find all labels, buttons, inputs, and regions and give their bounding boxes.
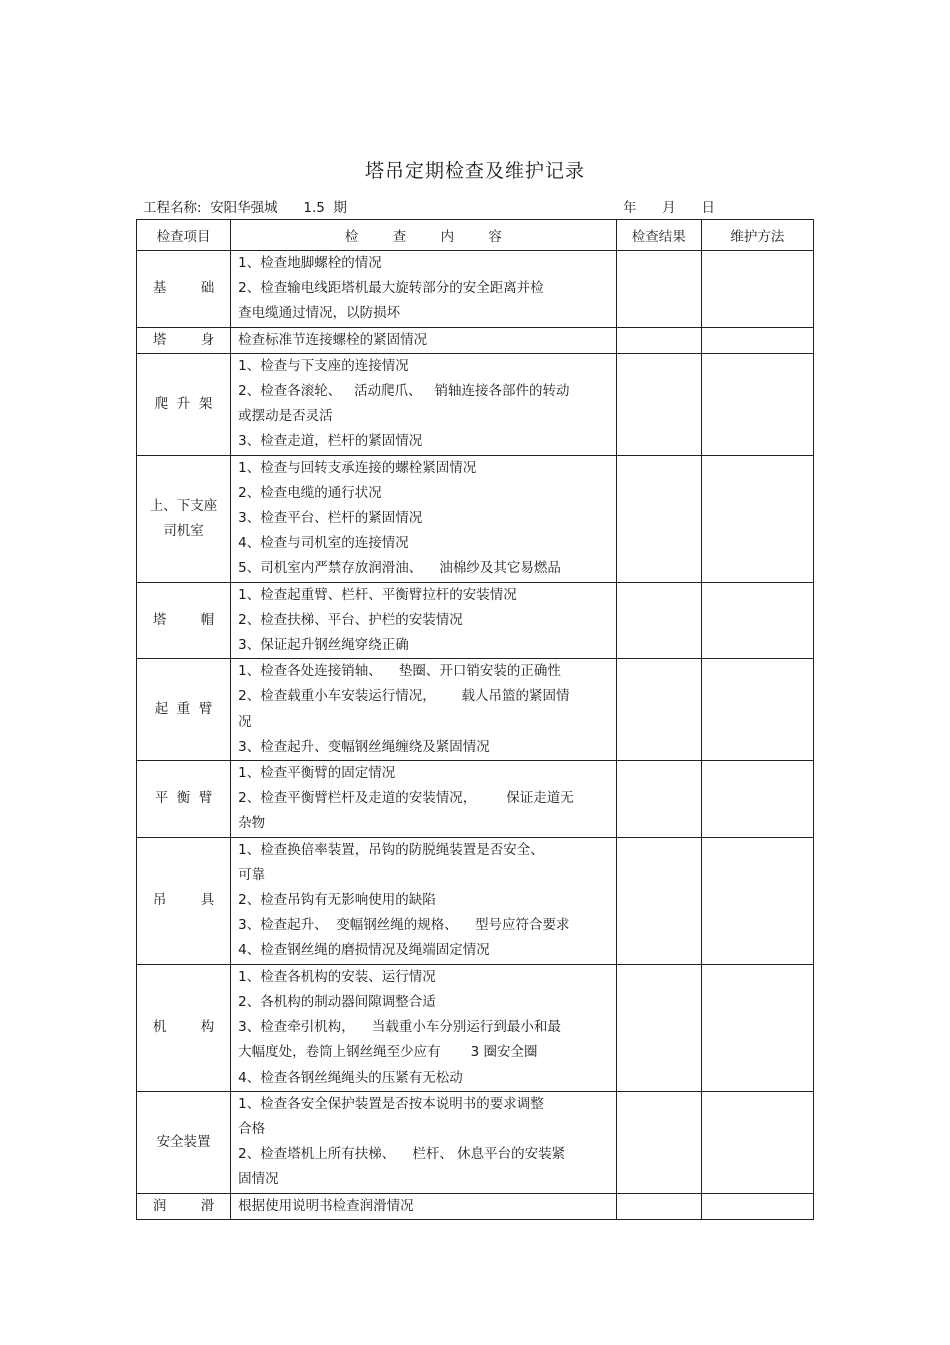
content-line: 或摆动是否灵活 xyxy=(238,408,333,425)
inspection-content xyxy=(231,659,617,761)
content-line: 5、司机室内严禁存放润滑油、 油棉纱及其它易燃品 xyxy=(238,560,561,577)
method-cell[interactable] xyxy=(701,327,813,353)
inspection-content xyxy=(231,582,617,659)
content-line: 固情况 xyxy=(238,1171,279,1188)
table-row xyxy=(137,837,814,964)
content-line: 1、检查各处连接销轴、 垫圈、开口销安装的正确性 xyxy=(238,663,561,680)
content-line: 检查标准节连接螺栓的紧固情况 xyxy=(238,331,428,348)
content-line: 3、检查走道，栏杆的紧固情况 xyxy=(238,433,423,450)
content-line: 4、检查与司机室的连接情况 xyxy=(238,535,409,552)
inspection-content xyxy=(231,251,617,328)
inspection-item: 塔 身 xyxy=(137,327,231,353)
inspection-table xyxy=(136,219,814,1220)
content-line: 1、检查各机构的安装、运行情况 xyxy=(238,968,436,985)
table-row xyxy=(137,761,814,838)
inspection-content xyxy=(231,837,617,964)
content-line: 4、检查各钢丝绳绳头的压紧有无松动 xyxy=(238,1069,463,1086)
inspection-item: 安全装置 xyxy=(137,1091,231,1193)
content-line: 3、检查平台、栏杆的紧固情况 xyxy=(238,510,423,527)
content-line: 2、检查载重小车安装运行情况， 载人吊篮的紧固情 xyxy=(238,688,570,705)
inspection-item: 上、下支座 司机室 xyxy=(137,455,231,582)
inspection-content xyxy=(231,327,617,353)
result-cell[interactable] xyxy=(616,251,701,328)
table-row xyxy=(137,455,814,582)
content-line: 2、检查输电线距塔机最大旋转部分的安全距离并检 xyxy=(238,280,544,297)
inspection-item: 吊 具 xyxy=(137,837,231,964)
table-body xyxy=(137,251,814,1220)
method-cell[interactable] xyxy=(701,964,813,1091)
result-cell[interactable] xyxy=(616,761,701,838)
result-cell[interactable] xyxy=(616,327,701,353)
inspection-item: 基 础 xyxy=(137,251,231,328)
inspection-item: 润 滑 xyxy=(137,1193,231,1219)
content-line: 2、检查各滚轮、 活动爬爪、 销轴连接各部件的转动 xyxy=(238,383,570,400)
result-cell[interactable] xyxy=(616,1193,701,1219)
method-cell[interactable] xyxy=(701,1091,813,1193)
table-row xyxy=(137,353,814,455)
inspection-content xyxy=(231,761,617,838)
content-line: 2、检查塔机上所有扶梯、 栏杆、 休息平台的安装紧 xyxy=(238,1146,566,1163)
inspection-item: 塔 帽 xyxy=(137,582,231,659)
content-line: 3、检查起升、 变幅钢丝绳的规格、 型号应符合要求 xyxy=(238,917,570,934)
result-cell[interactable] xyxy=(616,837,701,964)
method-cell[interactable] xyxy=(701,582,813,659)
result-cell[interactable] xyxy=(616,964,701,1091)
table-header-row xyxy=(137,220,814,251)
inspection-item: 平 衡 臂 xyxy=(137,761,231,838)
method-cell[interactable] xyxy=(701,837,813,964)
content-line: 1、检查平衡臂的固定情况 xyxy=(238,765,396,782)
header-result: 检查结果 xyxy=(616,220,701,251)
content-line: 2、检查电缆的通行状况 xyxy=(238,484,382,501)
result-cell[interactable] xyxy=(616,582,701,659)
header-content: 检 查 内 容 xyxy=(231,220,617,251)
content-line: 杂物 xyxy=(238,815,266,832)
table-row xyxy=(137,251,814,328)
content-line: 可靠 xyxy=(238,866,266,883)
content-line: 1、检查起重臂、栏杆、平衡臂拉杆的安装情况 xyxy=(238,586,517,603)
content-line: 2、检查吊钩有无影响使用的缺陷 xyxy=(238,892,436,909)
method-cell[interactable] xyxy=(701,455,813,582)
content-line: 况 xyxy=(238,713,252,730)
method-cell[interactable] xyxy=(701,761,813,838)
method-cell[interactable] xyxy=(701,353,813,455)
table-row xyxy=(137,1091,814,1193)
method-cell[interactable] xyxy=(701,251,813,328)
content-line: 1、检查与下支座的连接情况 xyxy=(238,357,409,374)
content-line: 1、检查各安全保护装置是否按本说明书的要求调整 xyxy=(238,1095,544,1112)
content-line: 2、各机构的制动器间隙调整合适 xyxy=(238,993,436,1010)
header-method: 维护方法 xyxy=(701,220,813,251)
content-line: 1、检查换倍率装置，吊钩的防脱绳装置是否安全、 xyxy=(238,841,544,858)
content-line: 根据使用说明书检查润滑情况 xyxy=(238,1197,414,1214)
method-cell[interactable] xyxy=(701,659,813,761)
inspection-item: 机 构 xyxy=(137,964,231,1091)
result-cell[interactable] xyxy=(616,1091,701,1193)
table-row xyxy=(137,327,814,353)
table-row xyxy=(137,964,814,1091)
result-cell[interactable] xyxy=(616,455,701,582)
inspection-item: 起 重 臂 xyxy=(137,659,231,761)
page-title: 塔吊定期检查及维护记录 xyxy=(364,160,585,182)
table-row xyxy=(137,1193,814,1219)
content-line: 3、检查牵引机构， 当载重小车分别运行到最小和最 xyxy=(238,1019,561,1036)
content-line: 1、检查与回转支承连接的螺栓紧固情况 xyxy=(238,459,477,476)
content-line: 4、检查钢丝绳的磨损情况及绳端固定情况 xyxy=(238,942,490,959)
inspection-content xyxy=(231,1091,617,1193)
content-line: 3、保证起升钢丝绳穿绕正确 xyxy=(238,637,409,654)
table-row xyxy=(137,659,814,761)
method-cell[interactable] xyxy=(701,1193,813,1219)
header-item: 检查项目 xyxy=(137,220,231,251)
inspection-content xyxy=(231,455,617,582)
result-cell[interactable] xyxy=(616,353,701,455)
content-line: 2、检查平衡臂栏杆及走道的安装情况， 保证走道无 xyxy=(238,790,574,807)
inspection-item: 爬 升 架 xyxy=(137,353,231,455)
inspection-content xyxy=(231,964,617,1091)
inspection-content xyxy=(231,1193,617,1219)
content-line: 查电缆通过情况，以防损坏 xyxy=(238,305,401,322)
inspection-content xyxy=(231,353,617,455)
content-line: 1、检查地脚螺栓的情况 xyxy=(238,255,382,271)
content-line: 2、检查扶梯、平台、护栏的安装情况 xyxy=(238,611,463,628)
result-cell[interactable] xyxy=(616,659,701,761)
content-line: 合格 xyxy=(238,1120,266,1137)
content-line: 3、检查起升、变幅钢丝绳缠绕及紧固情况 xyxy=(238,738,490,755)
project-name: 工程名称: 安阳华强城 1.5 期 xyxy=(143,200,347,216)
table-row xyxy=(137,582,814,659)
date-field: 年 月 日 xyxy=(623,200,715,216)
content-line: 大幅度处，卷筒上钢丝绳至少应有 3 圈安全圈 xyxy=(238,1044,538,1061)
